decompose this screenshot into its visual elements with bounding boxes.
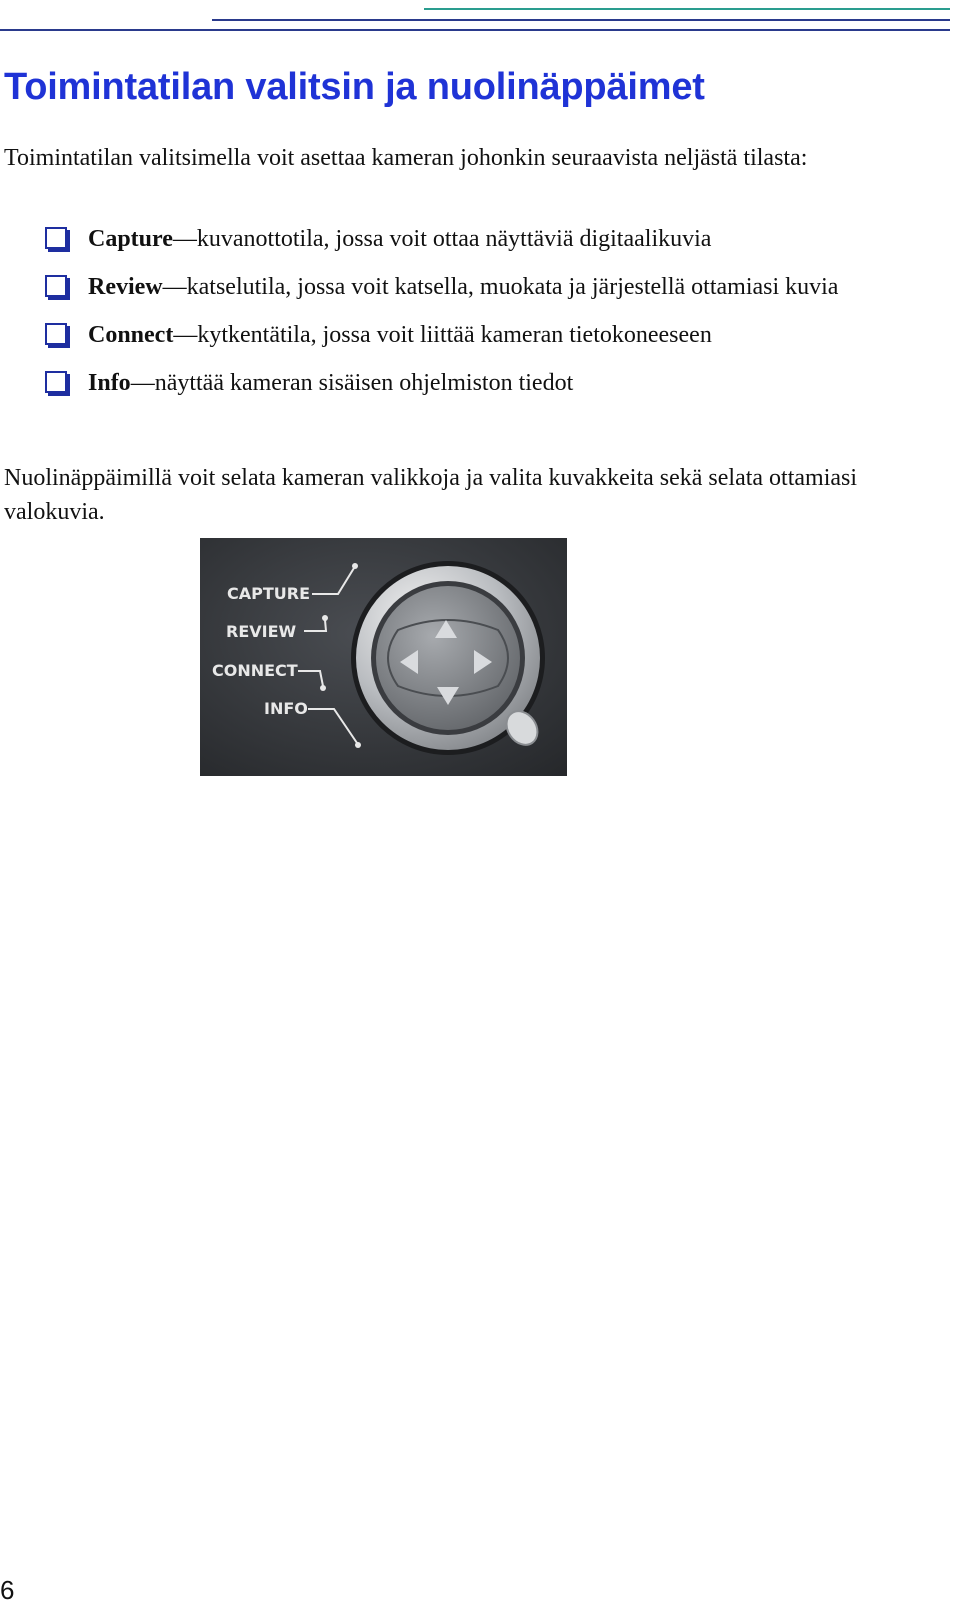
mode-list xyxy=(0,222,950,414)
mode-desc: —katselutila, jossa voit katsella, muokata ja järjestellä ottamiasi kuvia xyxy=(162,274,839,300)
mode-desc: —näyttää kameran sisäisen ohjelmiston tiedot xyxy=(130,370,574,396)
dial-label-connect: CONNECT xyxy=(212,661,298,680)
dial-label-info: INFO xyxy=(264,699,308,718)
header-rule-navy-full xyxy=(0,29,950,31)
list-item xyxy=(0,366,950,400)
list-item xyxy=(0,318,950,352)
mode-term: Connect xyxy=(88,322,174,348)
mode-desc: —kuvanottotila, jossa voit ottaa näyttäviä digitaalikuvia xyxy=(172,226,712,252)
closing-paragraph: Nuolinäppäimillä voit selata kameran valikkoja ja valita kuvakkeita sekä selata ottamiasi valokuvia. xyxy=(4,465,858,525)
list-item xyxy=(0,270,950,304)
dial-label-review: REVIEW xyxy=(226,622,297,641)
mode-desc: —kytkentätila, jossa voit liittää kameran tietokoneeseen xyxy=(173,322,712,348)
list-item xyxy=(0,222,950,256)
info-dot-icon xyxy=(355,742,361,748)
dial-label-capture: CAPTURE xyxy=(227,584,311,603)
intro-paragraph: Toimintatilan valitsimella voit asettaa kameran johonkin seuraavista neljästä tilasta: xyxy=(4,145,808,171)
header-rule-navy xyxy=(212,19,950,21)
page-title: Toimintatilan valitsin ja nuolinäppäimet xyxy=(4,66,705,108)
arrow-pad xyxy=(376,586,520,730)
header-rule-teal xyxy=(424,8,950,10)
mode-term: Info xyxy=(88,370,131,396)
connect-dot-icon xyxy=(320,685,326,691)
review-dot-icon xyxy=(322,615,328,621)
mode-term: Review xyxy=(88,274,163,300)
mode-term: Capture xyxy=(88,226,173,252)
capture-dot-icon xyxy=(352,563,358,569)
checkbox-bullet-icon xyxy=(45,227,67,249)
checkbox-bullet-icon xyxy=(45,275,67,297)
checkbox-bullet-icon xyxy=(45,323,67,345)
mode-dial-photo xyxy=(200,538,567,776)
checkbox-bullet-icon xyxy=(45,371,67,393)
page-number: 6 xyxy=(0,1575,15,1605)
